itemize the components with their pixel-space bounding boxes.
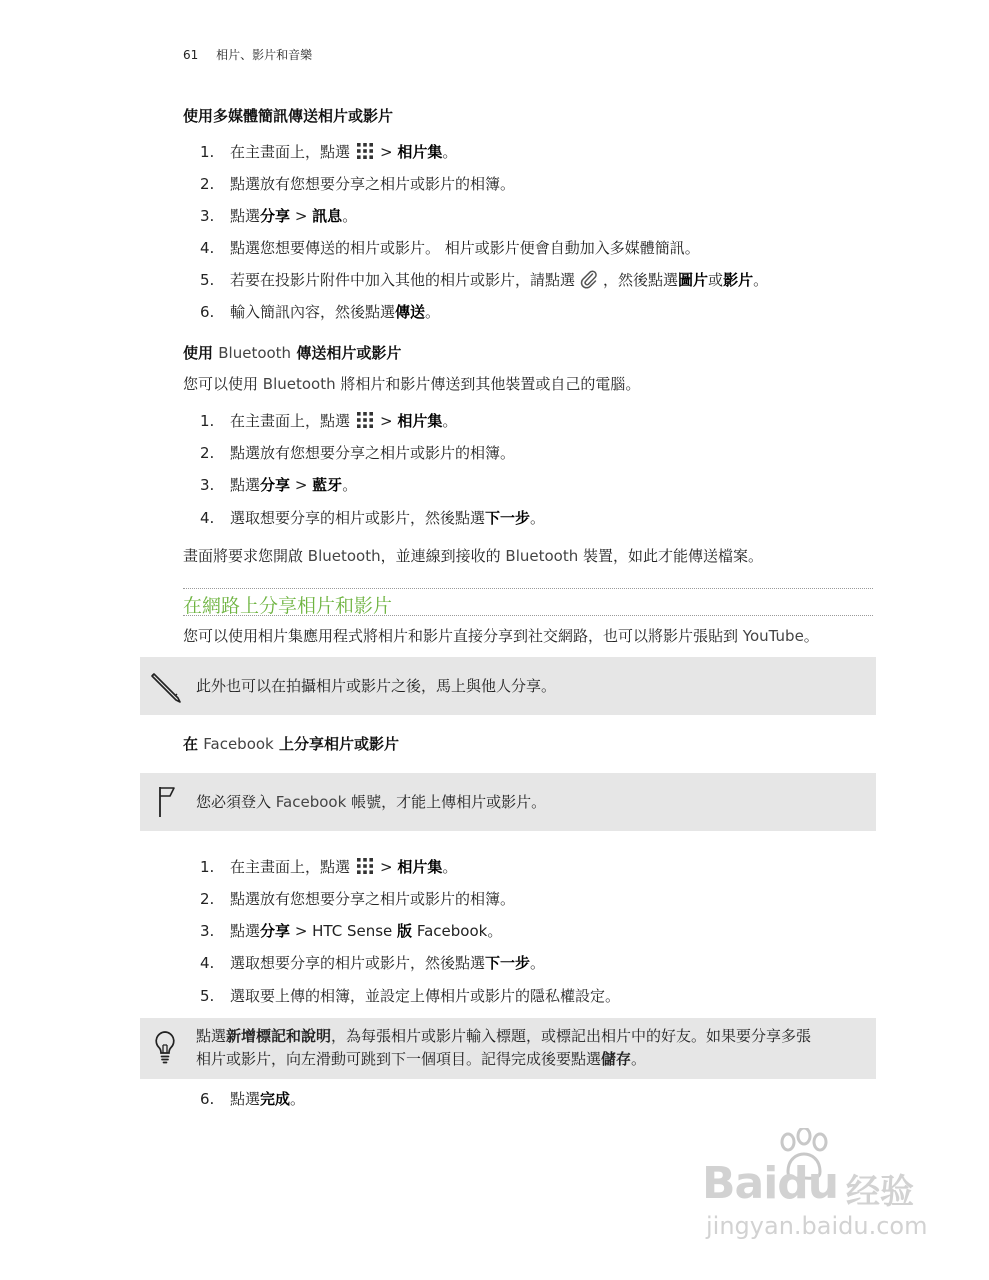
note-text: 此外也可以在拍攝相片或影片之後，馬上與他人分享。 (196, 677, 557, 695)
step-target: 版 (397, 922, 413, 940)
note-text: 帳號，才能上傳相片或影片。 (351, 793, 547, 811)
mms-step-5 (200, 269, 768, 291)
step-separator: > (294, 476, 308, 494)
tip-text-part: 。 (631, 1050, 647, 1068)
para-text: ，並連線到接收的 (380, 547, 501, 565)
heading-brand: Facebook (203, 735, 274, 753)
chapter-title: 相片、影片和音樂 (216, 48, 313, 62)
fb-heading (183, 733, 399, 754)
para-brand: Bluetooth (262, 375, 336, 393)
page-header (183, 46, 312, 63)
tip-target: 儲存 (601, 1050, 632, 1068)
step-text: ，然後點選 (603, 271, 679, 289)
step-text: 點選 (230, 207, 261, 225)
para-brand: Bluetooth (505, 547, 579, 565)
step-target: 下一步 (485, 509, 531, 527)
mms-step-4 (200, 237, 700, 259)
fb-step-2 (200, 888, 515, 910)
step-punct: 。 (487, 922, 503, 940)
step-text: 在主畫面上，點選 (230, 412, 351, 430)
step-punct: 。 (342, 207, 358, 225)
heading-brand: Bluetooth (218, 344, 292, 362)
step-punct: 。 (530, 954, 546, 972)
step-separator: > (294, 207, 308, 225)
para-brand: Bluetooth (307, 547, 381, 565)
step-text: 或 (708, 271, 724, 289)
tip-text-part: 相片或影片，向左滑動可跳到下一個項目。記得完成後要點選 (196, 1050, 602, 1068)
para-text: 將相片和影片傳送到其他裝置或自己的電腦。 (340, 375, 641, 393)
step-punct: 。 (753, 271, 769, 289)
bt-step-4 (200, 507, 545, 529)
step-target: 分享 (260, 207, 291, 225)
tip-text-part: 點選 (196, 1027, 227, 1045)
apps-grid-icon (356, 857, 374, 875)
mms-step-3 (200, 205, 357, 227)
tip-target: 新增標記和說明 (226, 1027, 332, 1045)
step-punct: 。 (290, 1090, 306, 1108)
bt-step-1 (200, 410, 457, 432)
para-brand: YouTube (742, 627, 804, 645)
para-text: 。 (803, 627, 819, 645)
note-box (140, 657, 876, 715)
step-target: 分享 (260, 922, 291, 940)
step-text: > HTC Sense (294, 922, 393, 940)
mms-heading: 使用多媒體簡訊傳送相片或影片 (183, 107, 394, 125)
step-punct: 。 (425, 303, 441, 321)
step-text: 點選放有您想要分享之相片或影片的相簿。 (230, 890, 516, 908)
para-text: 您可以使用 (183, 375, 259, 393)
important-text (196, 790, 546, 814)
bt-step-2 (200, 442, 515, 464)
paperclip-icon (579, 269, 599, 289)
lightbulb-icon (150, 1028, 180, 1068)
step-number: 2. (200, 890, 215, 908)
section-title: 在網路上分享相片和影片 (183, 595, 393, 617)
note-brand: Facebook (275, 793, 347, 811)
baidu-watermark (700, 1128, 940, 1248)
step-separator: > (380, 143, 393, 161)
step-number: 1. (200, 143, 215, 161)
step-target: 藍牙 (312, 476, 343, 494)
para-text: 您可以使用相片集應用程式將相片和影片直接分享到社交網路，也可以將影片張貼到 (183, 627, 739, 645)
step-punct: 。 (442, 858, 458, 876)
heading-text: 傳送相片或影片 (296, 344, 402, 362)
step-target: 相片集 (397, 858, 443, 876)
fb-step-1 (200, 856, 457, 878)
step-number: 6. (200, 303, 215, 321)
step-punct: 。 (530, 509, 546, 527)
step-text: 點選放有您想要分享之相片或影片的相簿。 (230, 444, 516, 462)
step-number: 2. (200, 444, 215, 462)
mms-step-2 (200, 173, 515, 195)
step-target: 分享 (260, 476, 291, 494)
fb-step-3 (200, 920, 502, 942)
fb-step-5 (200, 985, 620, 1007)
pencil-icon (148, 668, 184, 704)
heading-text: 在 (183, 735, 199, 753)
step-separator: > (380, 858, 393, 876)
step-target: 傳送 (395, 303, 426, 321)
step-text: 在主畫面上，點選 (230, 858, 351, 876)
section-title-bar (183, 588, 873, 616)
step-text: 選取想要分享的相片或影片，然後點選 (230, 509, 486, 527)
mms-step-1 (200, 141, 457, 163)
step-target: 影片 (723, 271, 754, 289)
step-number: 2. (200, 175, 215, 193)
step-number: 1. (200, 858, 215, 876)
page-number: 61 (183, 48, 199, 62)
step-punct: 。 (442, 412, 458, 430)
step-text: 點選放有您想要分享之相片或影片的相簿。 (230, 175, 516, 193)
step-separator: > (380, 412, 393, 430)
apps-grid-icon (356, 142, 374, 160)
step-text: 點選您想要傳送的相片或影片。 相片或影片便會自動加入多媒體簡訊。 (230, 239, 700, 257)
para-text: 裝置，如此才能傳送檔案。 (583, 547, 764, 565)
step-number: 5. (200, 987, 215, 1005)
step-punct: 。 (442, 143, 458, 161)
step-number: 4. (200, 954, 215, 972)
note-text: 您必須登入 (196, 793, 272, 811)
step-target: 相片集 (397, 412, 443, 430)
step-text: 若要在投影片附件中加入其他的相片或影片，請點選 (230, 271, 576, 289)
heading-text: 使用 (183, 344, 214, 362)
tip-text-part: ，為每張相片或影片輸入標題，或標記出相片中的好友。如果要分享多張 (331, 1027, 812, 1045)
step-text: 選取要上傳的相簿，並設定上傳相片或影片的隱私權設定。 (230, 987, 621, 1005)
step-text: 點選 (230, 476, 261, 494)
step-number: 3. (200, 476, 215, 494)
bt-outro (183, 545, 763, 566)
step-number: 3. (200, 922, 215, 940)
tip-text (196, 1025, 811, 1071)
step-text: 點選 (230, 922, 261, 940)
flag-icon (152, 783, 182, 819)
watermark-brand: Baidu (702, 1158, 839, 1209)
important-box (140, 773, 876, 831)
tip-box (140, 1018, 876, 1079)
step-text: 輸入簡訊內容，然後點選 (230, 303, 396, 321)
step-text: Facebook (416, 922, 488, 940)
para-text: 畫面將要求您開啟 (183, 547, 304, 565)
step-text: 在主畫面上，點選 (230, 143, 351, 161)
bt-step-3 (200, 474, 357, 496)
step-target: 圖片 (678, 271, 709, 289)
step-target: 下一步 (485, 954, 531, 972)
step-target: 相片集 (397, 143, 443, 161)
bt-heading (183, 342, 401, 363)
step-number: 3. (200, 207, 215, 225)
step-number: 4. (200, 239, 215, 257)
step-text: 選取想要分享的相片或影片，然後點選 (230, 954, 486, 972)
fb-step-6 (200, 1088, 305, 1110)
watermark-url: jingyan.baidu.com (706, 1212, 928, 1240)
step-number: 6. (200, 1090, 215, 1108)
heading-text: 上分享相片或影片 (278, 735, 399, 753)
mms-step-6 (200, 301, 440, 323)
apps-grid-icon (356, 411, 374, 429)
step-number: 4. (200, 509, 215, 527)
step-target: 完成 (260, 1090, 291, 1108)
step-punct: 。 (342, 476, 358, 494)
section-intro (183, 625, 819, 646)
step-text: 點選 (230, 1090, 261, 1108)
fb-step-4 (200, 952, 545, 974)
step-target: 訊息 (312, 207, 343, 225)
watermark-cn: 经验 (846, 1172, 914, 1212)
step-number: 5. (200, 271, 215, 289)
bt-intro (183, 373, 640, 394)
step-number: 1. (200, 412, 215, 430)
